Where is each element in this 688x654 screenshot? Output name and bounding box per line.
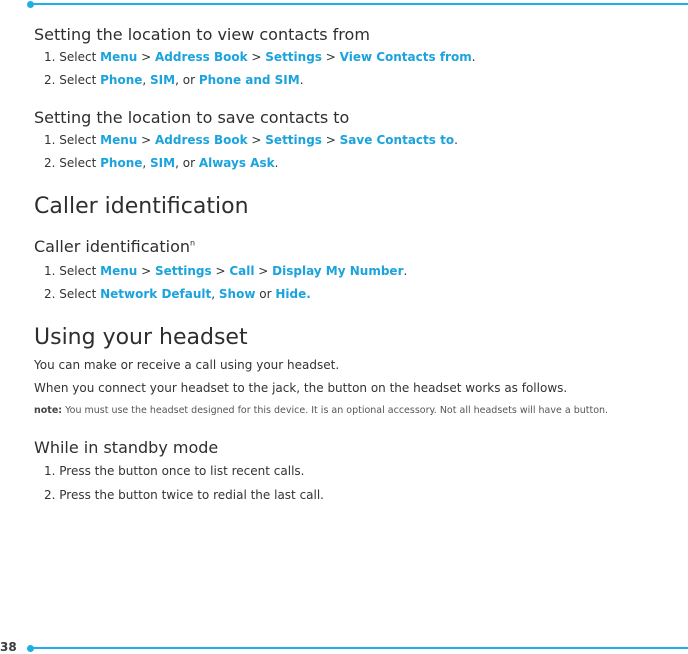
- separator: >: [321, 133, 340, 147]
- separator: >: [321, 50, 340, 64]
- network-default-option: Network Default: [100, 287, 212, 301]
- period: .: [306, 287, 311, 301]
- sim-option: SIM: [150, 73, 176, 87]
- menu-label: Menu: [100, 264, 138, 278]
- settings-label: Settings: [265, 133, 322, 147]
- separator: >: [137, 50, 155, 64]
- step-number: 1.: [44, 133, 56, 147]
- hide-option: Hide: [275, 287, 307, 301]
- comma: ,: [211, 287, 219, 301]
- step-number: 1.: [44, 264, 56, 278]
- step-prefix: Select: [59, 133, 101, 147]
- top-rule: [30, 3, 688, 5]
- bottom-rule: [30, 647, 688, 649]
- period: .: [274, 156, 279, 170]
- step-caller-id-1: [44, 264, 407, 278]
- phone-option: Phone: [100, 73, 143, 87]
- separator: >: [247, 50, 266, 64]
- period: .: [471, 50, 476, 64]
- section-heading-view-contacts: Setting the location to view contacts from: [34, 25, 370, 44]
- connector: , or: [175, 156, 199, 170]
- connector: or: [255, 287, 276, 301]
- connector: , or: [175, 73, 199, 87]
- period: .: [299, 73, 304, 87]
- headset-title: Using your headset: [34, 325, 248, 350]
- comma: ,: [142, 156, 151, 170]
- caller-id-subheading: [34, 237, 195, 256]
- caller-id-subheading-text: Caller identification: [34, 237, 191, 256]
- step-caller-id-2: [44, 287, 311, 301]
- step-view-contacts-2: [44, 73, 304, 87]
- call-label: Call: [229, 264, 255, 278]
- bottom-rule-dot: [27, 645, 34, 652]
- period: .: [454, 133, 458, 147]
- section-heading-save-contacts: Setting the location to save contacts to: [34, 108, 350, 127]
- settings-label: Settings: [154, 264, 212, 278]
- step-text: Press the button twice to redial the last call.: [59, 488, 324, 502]
- step-prefix: Select: [59, 156, 101, 170]
- page-number: 38: [0, 640, 17, 654]
- separator: >: [247, 133, 266, 147]
- note-label: note:: [34, 405, 63, 416]
- step-number: 1.: [44, 464, 56, 478]
- phone-option: Phone: [100, 156, 143, 170]
- headset-note: [34, 405, 608, 416]
- display-my-number-label: Display My Number: [272, 264, 404, 278]
- step-save-contacts-1: [44, 133, 458, 147]
- step-prefix: Select: [59, 287, 101, 301]
- step-view-contacts-1: [44, 50, 476, 64]
- save-contacts-to-label: Save Contacts to: [339, 133, 455, 147]
- settings-label: Settings: [265, 50, 322, 64]
- always-ask-option: Always Ask: [198, 156, 275, 170]
- standby-step-1: [44, 464, 304, 478]
- menu-label: Menu: [100, 133, 138, 147]
- address-book-label: Address Book: [154, 133, 248, 147]
- headset-paragraph-2: When you connect your headset to the jack, the button on the headset works as follows.: [34, 381, 568, 395]
- standby-heading: While in standby mode: [34, 438, 219, 457]
- show-option: Show: [218, 287, 256, 301]
- step-number: 1.: [44, 50, 56, 64]
- step-number: 2.: [44, 287, 56, 301]
- menu-label: Menu: [100, 50, 138, 64]
- standby-step-2: [44, 488, 324, 502]
- phone-and-sim-option: Phone and SIM: [198, 73, 300, 87]
- separator: >: [254, 264, 273, 278]
- separator: >: [137, 264, 155, 278]
- sim-option: SIM: [150, 156, 176, 170]
- note-text: You must use the headset designed for this device. It is an optional accessory. Not all headsets will have a button.: [62, 405, 609, 416]
- step-prefix: Select: [59, 50, 101, 64]
- step-prefix: Select: [59, 73, 101, 87]
- headset-paragraph-1: You can make or receive a call using your headset.: [34, 358, 340, 372]
- network-feature-mark: n: [190, 238, 196, 248]
- comma: ,: [142, 73, 151, 87]
- caller-id-title: Caller identification: [34, 194, 249, 219]
- address-book-label: Address Book: [154, 50, 248, 64]
- step-text: Press the button once to list recent calls.: [59, 464, 305, 478]
- view-contacts-from-label: View Contacts from: [339, 50, 472, 64]
- separator: >: [137, 133, 155, 147]
- step-number: 2.: [44, 73, 56, 87]
- step-number: 2.: [44, 156, 56, 170]
- period: .: [403, 264, 408, 278]
- top-rule-dot: [27, 1, 34, 8]
- step-save-contacts-2: [44, 156, 278, 170]
- step-prefix: Select: [59, 264, 101, 278]
- separator: >: [211, 264, 230, 278]
- step-number: 2.: [44, 488, 56, 502]
